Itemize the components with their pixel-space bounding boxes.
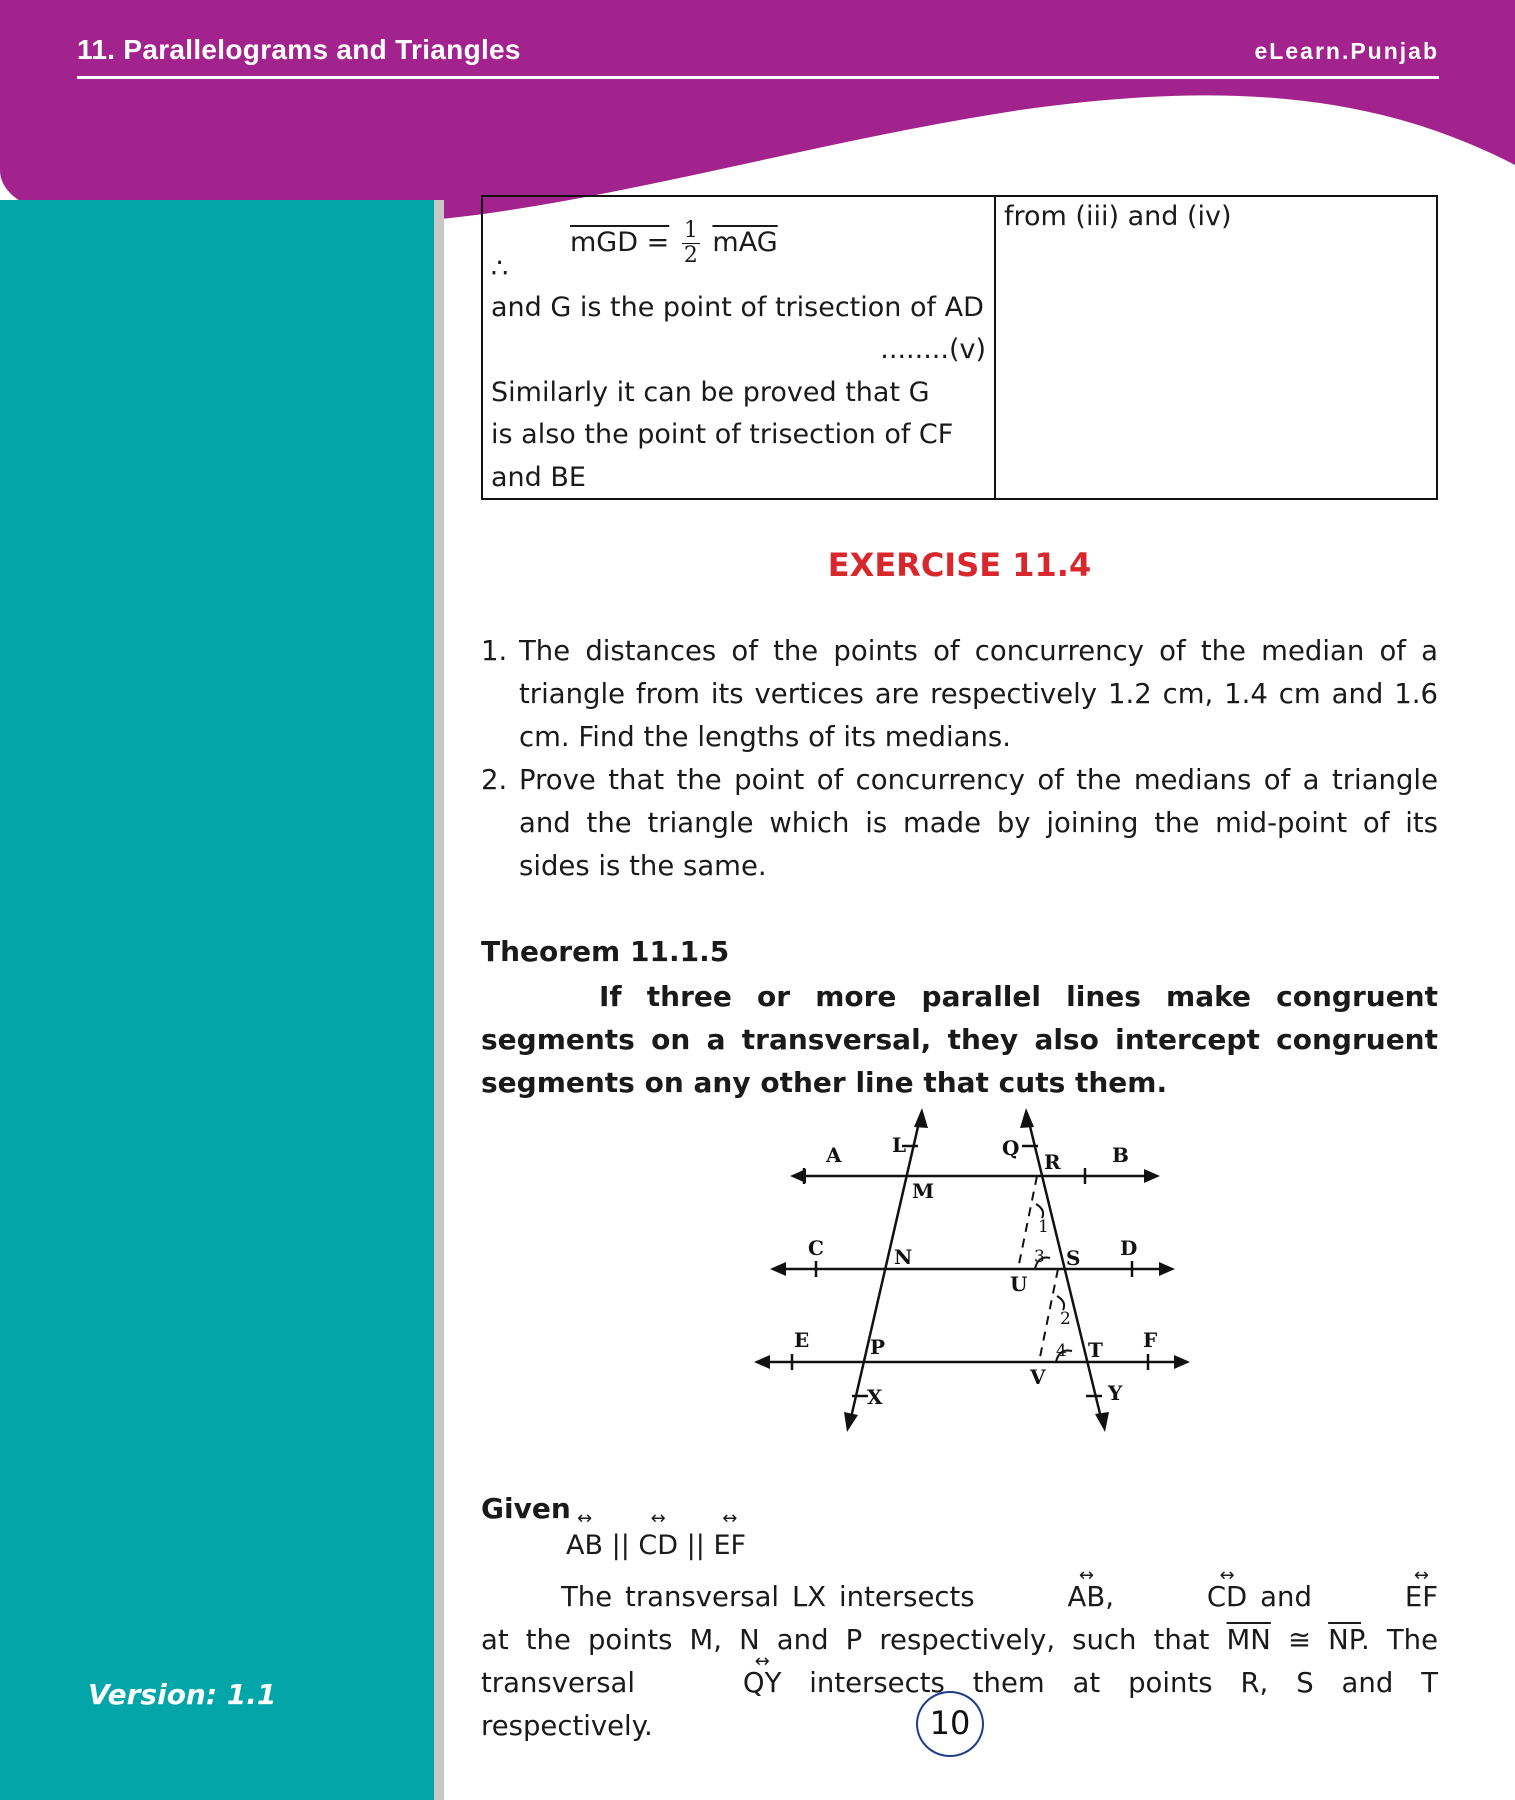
statement-cell	[483, 197, 996, 498]
eq-right: $\overline{mAG}$	[712, 227, 778, 258]
theorem-statement: If three or more parallel lines make congruent segments on a transversal, they also intercept congruent segments on any other line that cuts them.	[481, 980, 1438, 1099]
label-r: R	[1044, 1150, 1061, 1174]
label-c: C	[808, 1236, 824, 1260]
line-ef-symbol: ↔ EF	[713, 1530, 746, 1561]
given-parallel-statement	[566, 1530, 746, 1561]
given-text-5: . The transversal	[481, 1624, 1438, 1699]
brand-name: eLearn.Punjab	[1254, 38, 1439, 64]
therefore-symbol: ∴	[491, 253, 509, 284]
sidebar-band	[0, 200, 434, 1800]
sidebar-top-curve	[0, 150, 440, 240]
ab-ref: ↔ AB	[988, 1576, 1106, 1619]
given-heading: Given	[481, 1492, 571, 1525]
label-v: V	[1030, 1365, 1046, 1389]
list-item	[481, 630, 1438, 759]
item-number: 2.	[481, 764, 508, 796]
statement-line-2: and G is the point of trisection of AD	[491, 292, 984, 323]
congruent-sign: ≅	[1270, 1624, 1329, 1656]
angle-4: 4	[1056, 1341, 1067, 1361]
qy-ref: ↔ QY	[663, 1662, 781, 1705]
item-text: The distances of the points of concurrency of the median of a triangle from its vertices are respectively 1.2 cm, 1.4 cm and 1.6 cm. Find the lengths of its medians.	[519, 635, 1438, 753]
label-b: B	[1112, 1143, 1129, 1167]
theorem-heading: Theorem 11.1.5	[481, 935, 730, 968]
line-ab-symbol: ↔ AB	[566, 1530, 603, 1561]
given-text-4: at the points M, N and P respectively, such that	[481, 1624, 1227, 1656]
statement-ref-v: ........(v)	[880, 334, 986, 365]
angle-1: 1	[1038, 1217, 1049, 1237]
parallel-sign: ||	[611, 1530, 630, 1561]
label-m: M	[912, 1179, 935, 1203]
label-x: X	[867, 1385, 883, 1409]
statement-line-6: and BE	[491, 462, 586, 493]
reason-cell	[996, 197, 1436, 498]
statement-line-5: is also the point of trisection of CF	[491, 419, 954, 450]
sidebar-divider	[434, 200, 444, 1800]
list-item	[481, 759, 1438, 888]
reason-text: from (iii) and (iv)	[1004, 201, 1232, 232]
item-number: 1.	[481, 635, 508, 667]
given-text-2: ,	[1105, 1581, 1127, 1613]
label-f: F	[1143, 1328, 1158, 1352]
label-d: D	[1120, 1236, 1138, 1260]
eq-left: mGD =	[570, 227, 670, 258]
parallel-sign: ||	[686, 1530, 705, 1561]
exercise-title: EXERCISE 11.4	[827, 546, 1092, 584]
frac-den: 2	[683, 243, 698, 268]
given-text-6: intersects them at points R, S and T respectively.	[481, 1667, 1438, 1742]
parallel-lines-figure	[750, 1100, 1200, 1435]
frac-num: 1	[683, 218, 698, 243]
version-label: Version: 1.1	[88, 1678, 277, 1711]
angle-2: 2	[1060, 1309, 1071, 1329]
given-text-1: The transversal LX intersects	[561, 1581, 988, 1613]
label-n: N	[894, 1245, 913, 1269]
chapter-title: 11. Parallelograms and Triangles	[77, 34, 521, 65]
label-s: S	[1066, 1246, 1081, 1270]
given-text-3: and	[1247, 1581, 1325, 1613]
fraction-half	[682, 219, 700, 268]
ef-ref: ↔ EF	[1325, 1576, 1438, 1619]
cd-ref: ↔ CD	[1127, 1576, 1247, 1619]
statement-line-4: Similarly it can be proved that G	[491, 377, 930, 408]
angle-3: 3	[1034, 1247, 1045, 1267]
label-a: A	[826, 1143, 842, 1167]
segment-mn: $\overline{MN}$	[1226, 1624, 1271, 1656]
label-l: L	[892, 1133, 907, 1157]
label-p: P	[870, 1335, 886, 1359]
proof-table	[481, 195, 1438, 500]
line-cd-symbol: ↔ CD	[638, 1530, 678, 1561]
page-number: 10	[916, 1691, 984, 1757]
exercise-list	[481, 630, 1438, 888]
label-y: Y	[1108, 1381, 1123, 1405]
segment-np: $\overline{NP}$	[1328, 1624, 1361, 1656]
label-e: E	[794, 1328, 810, 1352]
label-q: Q	[1002, 1136, 1020, 1160]
header-rule	[77, 76, 1439, 79]
item-text: Prove that the point of concurrency of the medians of a triangle and the triangle which is made by joining the mid-point of its sides is the same.	[519, 764, 1438, 882]
equation-line	[570, 219, 778, 268]
label-t: T	[1088, 1338, 1103, 1362]
label-u: U	[1010, 1272, 1028, 1296]
